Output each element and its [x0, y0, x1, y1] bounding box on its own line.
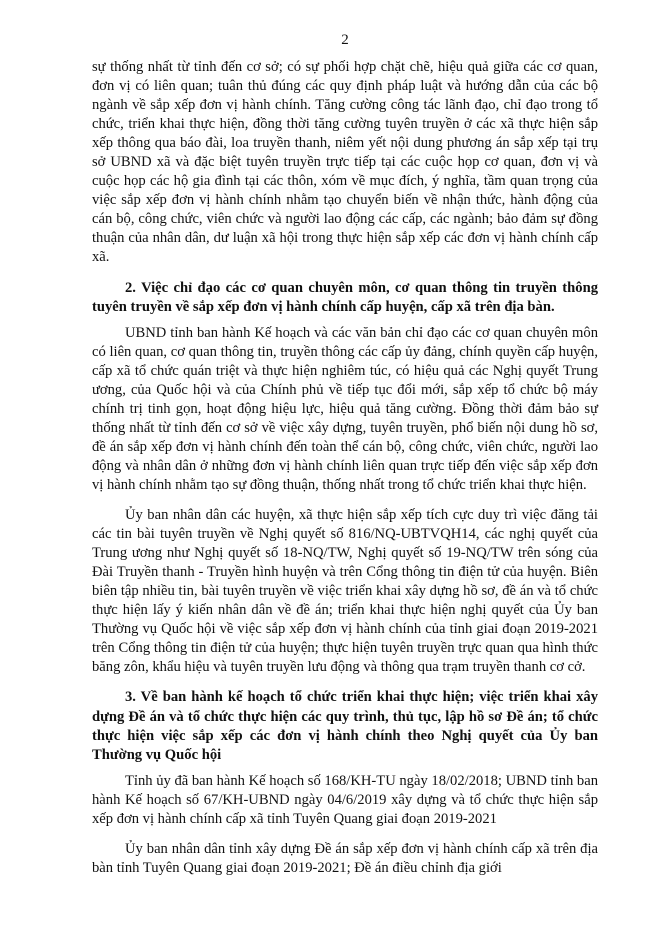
paragraph-district-propaganda: Ủy ban nhân dân các huyện, xã thực hiện sắp xếp tích cực duy trì việc đăng tải các tin bài tuyên truyền về Nghị quyết số 816/NQ-UBTVQH14, các nghị quyết của Trung ương như Nghị quyết số 18-NQ/TW, Nghị quyết số 19-NQ/TW trên sóng của Đài Truyền thanh - Truyền hình huyện và trên Cổng thông tin điện tử của huyện. Biên biên tập nhiều tin, bài tuyên truyền về việc triển khai xây dựng hồ sơ, đề án và tổ chức thực hiện lấy ý kiến nhân dân về đề án; triển khai thực hiện nghị quyết của Ủy ban Thường vụ Quốc hội về việc sắp xếp đơn vị hành chính của tỉnh giai đoạn 2019-2021 trên Cổng thông tin điện tử của huyện; thực hiện tuyên truyền trực quan qua hình thức băng zôn, khẩu hiệu và tuyên truyền lưu động và thông qua trạm truyền thanh cơ cở.: [92, 507, 598, 676]
paragraph-continuation: sự thống nhất từ tỉnh đến cơ sở; có sự phối hợp chặt chẽ, hiệu quả giữa các cơ quan, đơn vị có liên quan; tuân thủ đúng các quy định pháp luật và hướng dẫn của các bộ ngành về sắp xếp đơn vị hành chính. Tăng cường công tác lãnh đạo, chỉ đạo trong tổ chức, triển khai thực hiện, đồng thời tăng cường tuyên truyền ở các xã thực hiện sắp xếp thông qua báo đài, loa truyền thanh, niêm yết nội dung phương án sắp xếp tại trụ sở UBND xã và đặc biệt tuyên truyền trực tiếp tại các cuộc họp cơ quan, đơn vị và cuộc họp các hộ gia đình tại các thôn, xóm về mục đích, ý nghĩa, tầm quan trọng của việc sắp xếp đơn vị hành chính nhằm tạo chuyển biến về nhận thức, hành động của cán bộ, công chức, viên chức và người lao động các cấp, các ngành; bảo đảm sự đồng thuận của nhân dân, dư luận xã hội trong thực hiện sắp xếp các đơn vị hành chính cấp xã.: [92, 59, 598, 266]
page-number: 2: [341, 32, 349, 48]
section-heading-3: 3. Về ban hành kế hoạch tổ chức triển khai thực hiện; việc triển khai xây dựng Đề án và tổ chức thực hiện các quy trình, thủ tục, lập hồ sơ Đề án; tổ chức thực hiện việc sắp xếp các đơn vị hành chính theo Nghị quyết của Ủy ban Thường vụ Quốc hội: [92, 689, 598, 763]
paragraph-ubnd-plan: UBND tỉnh ban hành Kế hoạch và các văn bản chỉ đạo các cơ quan chuyên môn có liên quan, cơ quan thông tin, truyền thông các cấp ủy đảng, chính quyền cấp huyện, cấp xã tổ chức quán triệt và thực hiện nghiêm túc, có hiệu quả các Nghị quyết Trung ương, của Quốc hội và của Chính phủ về tiếp tục đổi mới, sắp xếp tổ chức bộ máy chính trị tinh gọn, hoạt động hiệu lực, hiệu quả tăng cường. Đồng thời đảm bảo sự thống nhất từ tỉnh đến cơ sở về việc xây dựng, tuyên truyền, phổ biến nội dung hồ sơ, đề án sắp xếp đơn vị hành chính đến toàn thể cán bộ, công chức, viên chức, người lao động và nhân dân ở những đơn vị hành chính liên quan trực tiếp đến việc sắp xếp đơn vị hành chính nhằm tạo sự đồng thuận, thống nhất trong tổ chức triển khai thực hiện.: [92, 324, 598, 493]
section-heading-2: 2. Việc chỉ đạo các cơ quan chuyên môn, cơ quan thông tin truyền thông tuyên truyền về sắp xếp đơn vị hành chính cấp huyện, cấp xã trên địa bàn.: [92, 279, 598, 315]
paragraph-provincial-plans: Tỉnh ủy đã ban hành Kế hoạch số 168/KH-TU ngày 18/02/2018; UBND tỉnh ban hành Kế hoạch số 67/KH-UBND ngày 04/6/2019 xây dựng và tổ chức thực hiện sắp xếp đơn vị hành chính cấp xã tỉnh Tuyên Quang giai đoạn 2019-2021: [92, 772, 599, 827]
paragraph-project-development: Ủy ban nhân dân tỉnh xây dựng Đề án sắp xếp đơn vị hành chính cấp xã trên địa bàn tỉnh Tuyên Quang giai đoạn 2019-2021; Đề án điều chỉnh địa giới: [92, 840, 598, 876]
